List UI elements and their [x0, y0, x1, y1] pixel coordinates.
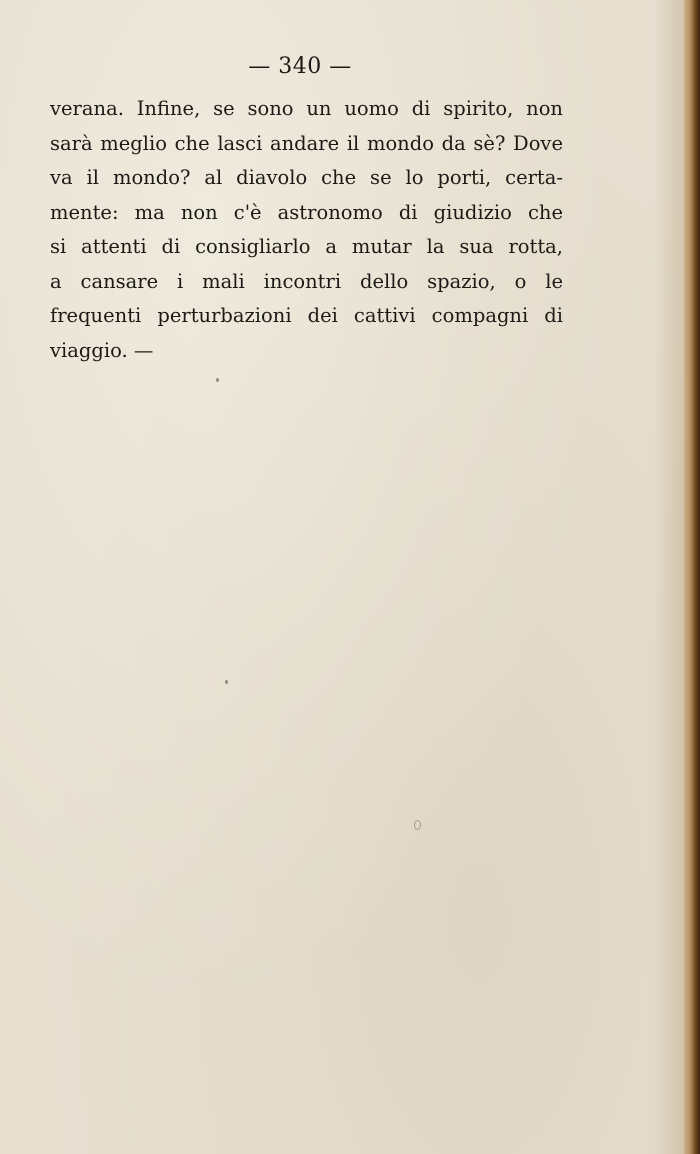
- text-line: verana. Infine, se sono un uomo di spirito, non: [50, 97, 563, 120]
- text-line: a cansare i mali incontri dello spazio, o le: [50, 269, 563, 293]
- page-number: — 340 —: [248, 54, 352, 79]
- page-edge-shade: [654, 0, 684, 1154]
- page-binding-edge: [684, 0, 700, 1154]
- text-line: si attenti di consigliarlo a mutar la sua rotta,: [50, 235, 563, 258]
- paper-speck: [225, 680, 228, 684]
- text-line: viaggio. —: [50, 338, 154, 362]
- text-line: frequenti perturbazioni dei cattivi compagni di: [50, 304, 563, 327]
- paper-speck: [414, 820, 421, 830]
- text-line: sarà meglio che lasci andare il mondo da sè? Dove: [50, 131, 563, 155]
- text-line: va il mondo? al diavolo che se lo porti, certa-: [50, 166, 563, 189]
- paper-speck: [216, 378, 219, 382]
- text-line: mente: ma non c'è astronomo di giudizio che: [50, 200, 563, 224]
- body-paragraph: [50, 92, 563, 368]
